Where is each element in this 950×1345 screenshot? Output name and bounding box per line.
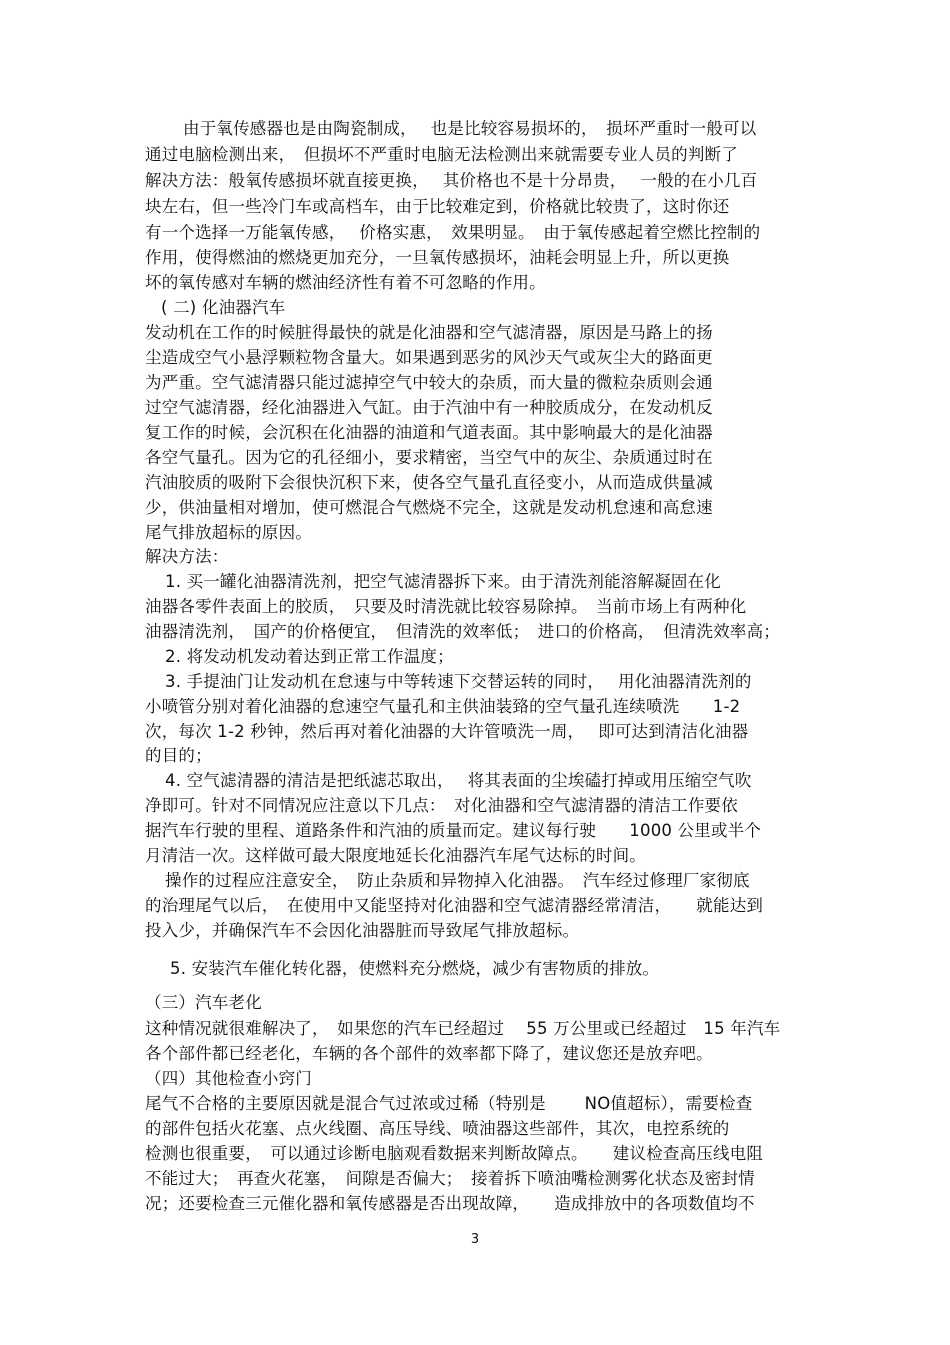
text-line: 这种情况就很难解决了， 如果您的汽车已经超过 55 万公里或已经超过 15 年汽车	[145, 1019, 781, 1038]
text-line: 的治理尾气以后， 在使用中又能坚持对化油器和空气滤清器经常清洁， 就能达到	[145, 896, 764, 915]
text-line: 解决方法：	[145, 547, 229, 566]
text-line: 油器各零件表面上的胶质， 只要及时清洗就比较容易除掉。 当前市场上有两种化	[145, 597, 747, 616]
section-heading: ( 二) 化油器汽车	[161, 298, 286, 317]
list-item: 1. 买一罐化油器清洗剂，把空气滤清器拆下来。由于清洗剂能溶解凝固在化	[165, 572, 721, 591]
list-item: 4. 空气滤清器的清洁是把纸滤芯取出， 将其表面的尘埃磕打掉或用压缩空气吹	[165, 771, 752, 790]
text-line: 块左右，但一些冷门车或高档车，由于比较难定到，价格就比较贵了，这时你还	[145, 197, 730, 216]
text-line: 操作的过程应注意安全， 防止杂质和异物掉入化油器。 汽车经过修理厂家彻底	[165, 871, 750, 890]
section-heading: （三）汽车老化	[145, 993, 262, 1012]
text-line: 尘造成空气小悬浮颗粒物含量大。如果遇到恶劣的风沙天气或灰尘大的路面更	[145, 348, 713, 367]
text-line: 检测也很重要， 可以通过诊断电脑观看数据来判断故障点。 建议检查高压线电阻	[145, 1144, 764, 1163]
text-line: 的目的；	[145, 746, 212, 765]
text-line: 解决方法：般氧传感损坏就直接更换， 其价格也不是十分昂贵， 一般的在小几百	[145, 171, 758, 190]
text-line: 尾气不合格的主要原因就是混合气过浓或过稀（特别是 NO值超标），需要检查	[145, 1094, 753, 1113]
text-line: 有一个选择一万能氧传感， 价格实惠， 效果明显。 由于氧传感起着空燃比控制的	[145, 223, 761, 242]
text-line: 净即可。针对不同情况应注意以下几点： 对化油器和空气滤清器的清洁工作要依	[145, 796, 738, 815]
text-line: 尾气排放超标的原因。	[145, 523, 312, 542]
text-line: 况；还要检查三元催化器和氧传感器是否出现故障， 造成排放中的各项数值均不	[145, 1194, 755, 1213]
section-heading: （四）其他检查小窍门	[145, 1069, 312, 1088]
text-line: 小喷管分别对着化油器的怠速空气量孔和主供油装臵的空气量孔连续喷洗 1-2	[145, 697, 741, 716]
text-line: 各空气量孔。因为它的孔径细小，要求精密，当空气中的灰尘、杂质通过时在	[145, 448, 713, 467]
text-line: 由于氧传感器也是由陶瓷制成， 也是比较容易损坏的， 损坏严重时一般可以	[183, 119, 757, 138]
list-item: 3. 手提油门让发动机在怠速与中等转速下交替运转的同时， 用化油器清洗剂的	[165, 672, 752, 691]
text-line: 次，每次 1-2 秒钟，然后再对着化油器的大许管喷洗一周， 即可达到清洁化油器	[145, 722, 749, 741]
text-line: 为严重。空气滤清器只能过滤掉空气中较大的杂质，而大量的微粒杂质则会通	[145, 373, 713, 392]
text-line: 的部件包括火花塞、点火线圈、高压导线、喷油器这些部件，其次，电控系统的	[145, 1119, 730, 1138]
text-line: 发动机在工作的时候脏得最快的就是化油器和空气滤清器，原因是马路上的扬	[145, 323, 713, 342]
page-number: 3	[470, 1232, 480, 1247]
text-line: 各个部件都已经老化，车辆的各个部件的效率都下降了，建议您还是放弃吧。	[145, 1044, 713, 1063]
text-line: 月清洁一次。这样做可最大限度地延长化油器汽车尾气达标的时间。	[145, 846, 646, 865]
text-line: 据汽车行驶的里程、道路条件和汽油的质量而定。建议每行驶 1000 公里或半个	[145, 821, 762, 840]
text-line: 复工作的时候，会沉积在化油器的油道和气道表面。其中影响最大的是化油器	[145, 423, 713, 442]
text-line: 少，供油量相对增加，使可燃混合气燃烧不完全，这就是发动机怠速和高怠速	[145, 498, 713, 517]
list-item: 2. 将发动机发动着达到正常工作温度；	[165, 647, 454, 666]
text-line: 通过电脑检测出来， 但损坏不严重时电脑无法检测出来就需要专业人员的判断了	[145, 145, 738, 164]
text-line: 不能过大； 再查火花塞， 间隙是否偏大； 接着拆下喷油嘴检测雾化状态及密封情	[145, 1169, 755, 1188]
text-line: 过空气滤清器，经化油器进入气缸。由于汽油中有一种胶质成分，在发动机反	[145, 398, 713, 417]
text-line: 油器清洗剂， 国产的价格便宜， 但清洗的效率低； 进口的价格高， 但清洗效率高；	[145, 622, 780, 641]
text-line: 投入少，并确保汽车不会因化油器脏而导致尾气排放超标。	[145, 921, 580, 940]
text-line: 坏的氧传感对车辆的燃油经济性有着不可忽略的作用。	[145, 273, 546, 292]
list-item: 5. 安装汽车催化转化器，使燃料充分燃烧，减少有害物质的排放。	[170, 959, 660, 978]
text-line: 汽油胶质的吸附下会很快沉积下来，使各空气量孔直径变小，从而造成供量减	[145, 473, 713, 492]
text-line: 作用，使得燃油的燃烧更加充分，一旦氧传感损坏，油耗会明显上升，所以更换	[145, 248, 730, 267]
